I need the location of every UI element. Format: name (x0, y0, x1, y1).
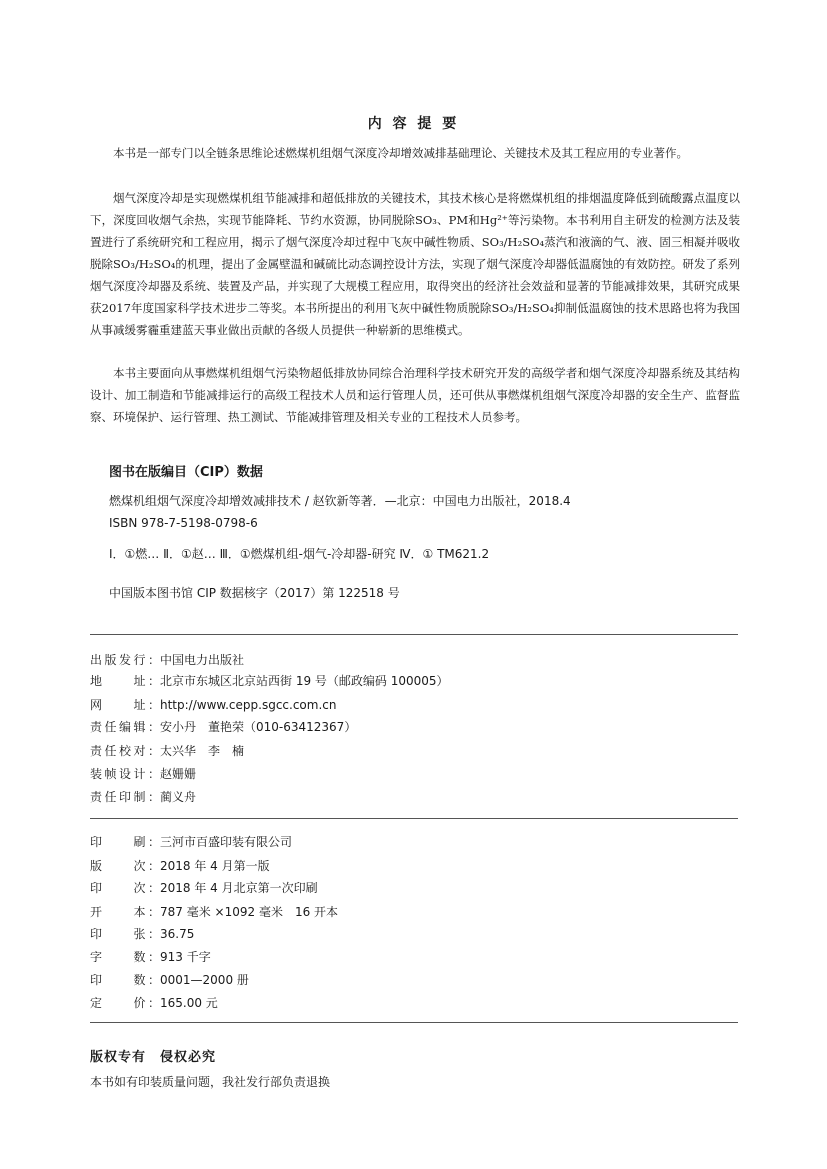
row-label: 网 址： (90, 698, 160, 712)
row-label: 出版发行： (90, 653, 160, 667)
cip-line-record: 中国版本图书馆 CIP 数据核字（2017）第 122518 号 (109, 586, 400, 600)
row-value: 安小丹 董艳荣（010-63412367） (160, 720, 357, 734)
cip-line-classification: Ⅰ．①燃… Ⅱ．①赵… Ⅲ．①燃煤机组-烟气-冷却器-研究 Ⅳ．① TM621.2 (109, 547, 490, 561)
printing-row (90, 970, 249, 991)
printing-row (90, 878, 318, 899)
printing-row (90, 832, 292, 853)
row-value: 三河市百盛印装有限公司 (160, 835, 293, 849)
copyright-notice: 版权专有 侵权必究 (90, 1050, 217, 1065)
publisher-row (90, 787, 196, 808)
publisher-row (90, 741, 244, 762)
row-value: 中国电力出版社 (160, 653, 245, 667)
row-label: 责任校对： (90, 744, 160, 758)
row-label: 字 数： (90, 950, 160, 964)
row-value: 蔺义舟 (160, 790, 197, 804)
row-value: 36.75 (160, 927, 195, 941)
printing-row (90, 856, 270, 877)
row-value: 2018 年 4 月北京第一次印刷 (160, 881, 318, 895)
row-label: 装帧设计： (90, 767, 160, 781)
publisher-row (90, 695, 336, 716)
printing-row (90, 993, 218, 1014)
cip-title: 图书在版编目（CIP）数据 (109, 465, 263, 480)
row-value: 太兴华 李 楠 (160, 744, 245, 758)
row-label: 版 次： (90, 859, 160, 873)
website-link[interactable]: http://www.cepp.sgcc.com.cn (160, 698, 337, 712)
publisher-row (90, 671, 449, 692)
row-value: 北京市东城区北京站西街 19 号（邮政编码 100005） (160, 674, 449, 688)
summary-paragraph-3: 本书主要面向从事燃煤机组烟气污染物超低排放协同综合治理科学技术研究开发的高级学者和烟气深度冷却器系统及其结构设计、加工制造和节能减排运行的高级工程技术人员和运行管理人员，还可供从事燃煤机组烟气深度冷却器的安全生产、监督监察、环境保护、运行管理、热工测试、节能减排管理及相关专业的工程技术人员参考。 (90, 366, 740, 424)
row-label: 印 张： (90, 927, 160, 941)
row-label: 开 本： (90, 905, 160, 919)
row-value: 913 千字 (160, 950, 211, 964)
row-label: 印 次： (90, 881, 160, 895)
publisher-row (90, 717, 356, 738)
row-label: 地 址： (90, 674, 160, 688)
row-label: 责任编辑： (90, 720, 160, 734)
summary-paragraph-2: 烟气深度冷却是实现燃煤机组节能减排和超低排放的关键技术，其技术核心是将燃煤机组的排烟温度降低到硫酸露点温度以下，深度回收烟气余热，实现节能降耗、节约水资源，协同脱除SO₃、PM和Hg²⁺等污染物。本书利用自主研发的检测方法及装置进行了系统研究和工程应用，揭示了烟气深度冷却过程中飞灰中碱性物质、SO₃/H₂SO₄蒸汽和液滴的气、液、固三相凝并吸收脱除SO₃/H₂SO₄的机理，提出了金属壁温和碱硫比动态调控设计方法，实现了烟气深度冷却器低温腐蚀的有效防控。研发了系列烟气深度冷却器及系统、装置及产品，并实现了大规模工程应用，取得突出的经济社会效益和显著的节能减排效果，其研究成果获2017年度国家科学技术进步二等奖。本书所提出的利用飞灰中碱性物质脱除SO₃/H₂SO₄抑制低温腐蚀的技术思路也将为我国从事减缓雾霾重建蓝天事业做出贡献的各级人员提供一种崭新的思维模式。 (90, 191, 740, 337)
printing-row (90, 924, 194, 945)
row-value: 赵姗姗 (160, 767, 197, 781)
divider (90, 1022, 738, 1023)
publisher-row (90, 650, 244, 671)
summary-paragraph-1: 本书是一部专门以全链条思维论述燃煤机组烟气深度冷却增效减排基础理论、关键技术及其工程应用的专业著作。 (113, 146, 688, 160)
publisher-row (90, 764, 196, 785)
summary-heading: 内 容 提 要 (367, 116, 460, 132)
row-label: 印 数： (90, 973, 160, 987)
row-value: 787 毫米 ×1092 毫米 16 开本 (160, 905, 339, 919)
cip-line-title: 燃煤机组烟气深度冷却增效减排技术 / 赵钦新等著．—北京：中国电力出版社，2018.4 (109, 494, 571, 508)
row-value: 165.00 元 (160, 996, 218, 1010)
divider (90, 818, 738, 819)
row-value: 2018 年 4 月第一版 (160, 859, 270, 873)
row-label: 印 刷： (90, 835, 160, 849)
printing-row (90, 947, 211, 968)
row-label: 责任印制： (90, 790, 160, 804)
row-value: 0001—2000 册 (160, 973, 249, 987)
return-policy-notice: 本书如有印装质量问题，我社发行部负责退换 (90, 1075, 331, 1089)
cip-line-isbn: ISBN 978-7-5198-0798-6 (109, 516, 258, 530)
row-label: 定 价： (90, 996, 160, 1010)
divider (90, 634, 738, 635)
printing-row (90, 902, 338, 923)
